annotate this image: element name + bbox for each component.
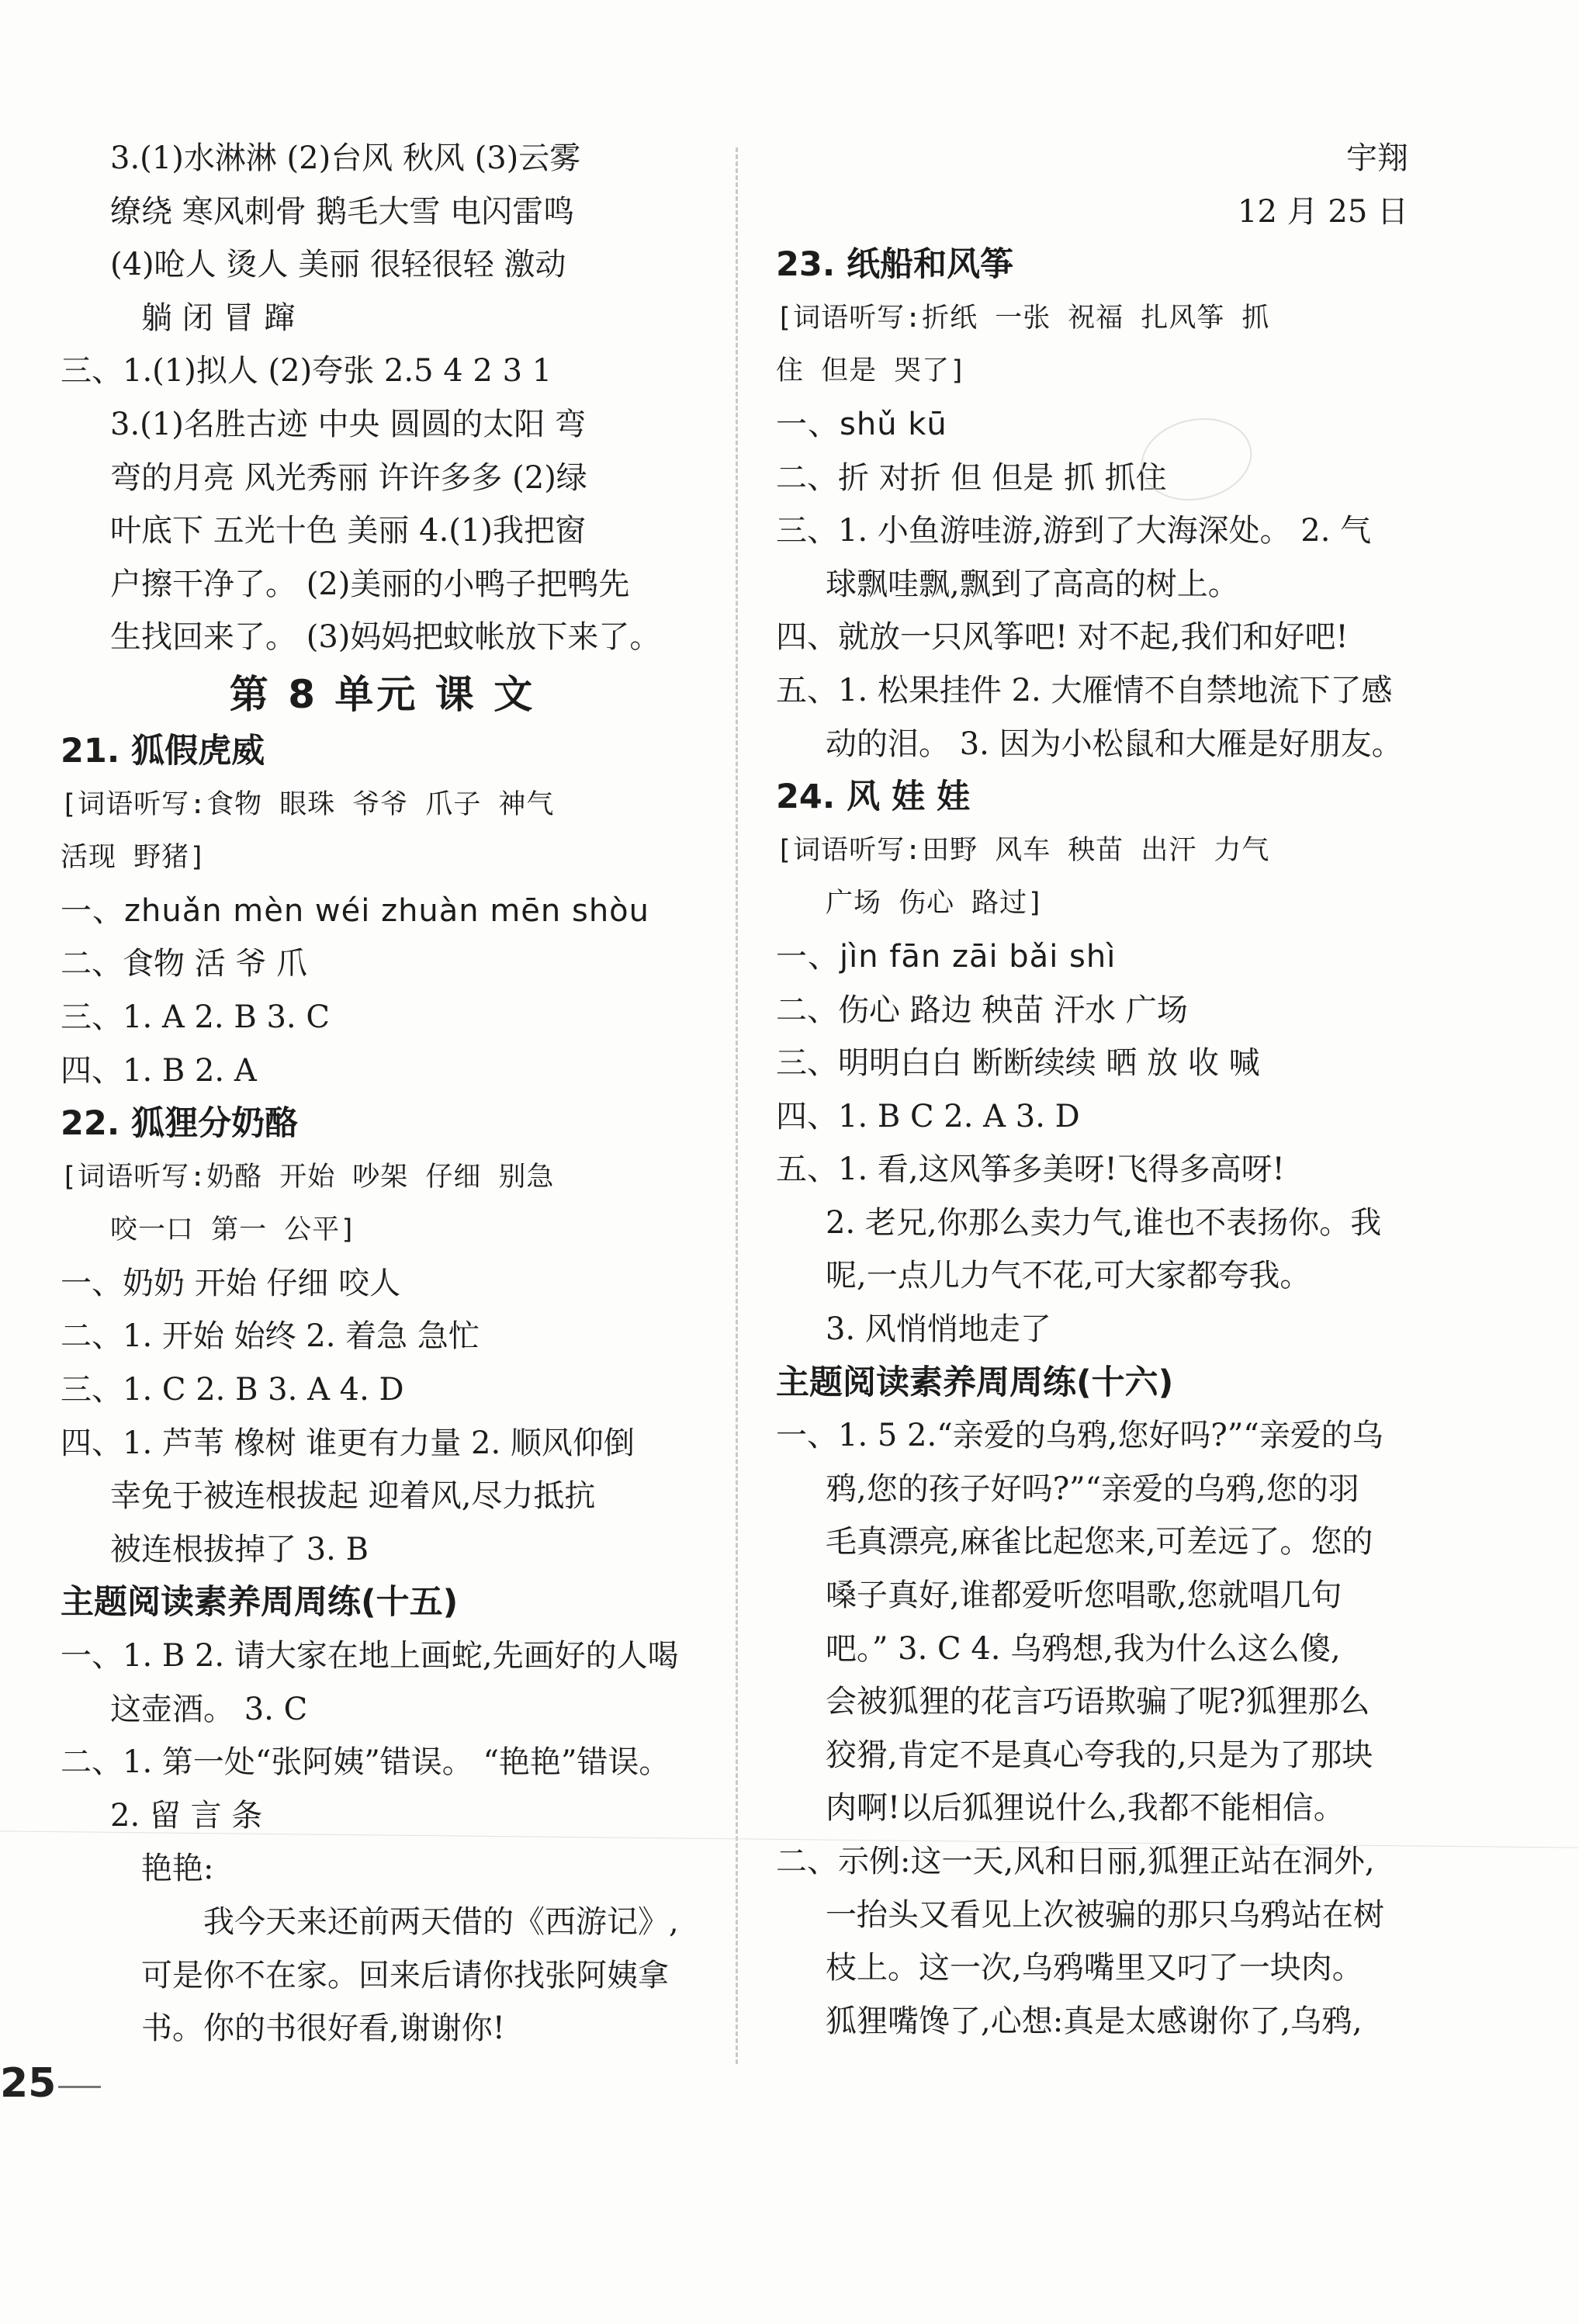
left-text-line: 22. 狐狸分奶酪 xyxy=(61,1104,299,1144)
right-text-line: 主题阅读素养周周练(十六) xyxy=(776,1363,1174,1402)
right-text-line: 毛真漂亮,麻雀比起您来,可差远了。您的 xyxy=(826,1524,1373,1560)
right-text-line: 鸦,您的孩子好吗?”“亲爱的乌鸦,您的羽 xyxy=(826,1470,1359,1507)
right-text-line: 23. 纸船和风筝 xyxy=(776,245,1014,285)
right-text-line: 一、jìn fān zāi bǎi shì xyxy=(776,938,1117,975)
right-text-line: 五、1. 看,这风筝多美呀!飞得多高呀! xyxy=(776,1152,1285,1188)
left-text-line: 书。你的书很好看,谢谢你! xyxy=(141,2011,505,2047)
left-text-line: 一、奶奶 开始 仔细 咬人 xyxy=(61,1265,401,1301)
page-number-dash xyxy=(58,2086,101,2088)
left-text-line: 第 8 单元 课 文 xyxy=(229,671,536,717)
left-text-line: [词语听写:食物 眼珠 爷爷 爪子 神气 xyxy=(61,788,555,820)
left-text-line: 2. 留 言 条 xyxy=(110,1797,263,1834)
left-text-line: 一、1. B 2. 请大家在地上画蛇,先画好的人喝 xyxy=(61,1638,679,1675)
left-text-line: 可是你不在家。回来后请你找张阿姨拿 xyxy=(141,1957,669,1993)
left-text-line: 户擦干净了。 (2)美丽的小鸭子把鸭先 xyxy=(110,566,630,602)
left-text-line: 躺 闭 冒 蹿 xyxy=(141,300,296,336)
right-text-line: 12 月 25 日 xyxy=(1238,193,1408,230)
right-text-line: 四、1. B C 2. A 3. D xyxy=(776,1098,1080,1134)
right-text-line: 狐狸嘴馋了,心想:真是太感谢你了,乌鸦, xyxy=(826,2003,1363,2039)
right-text-line: 吧。” 3. C 4. 乌鸦想,我为什么这么傻, xyxy=(826,1630,1341,1667)
left-column xyxy=(61,132,705,2056)
left-text-line: 缭绕 寒风刺骨 鹅毛大雪 电闪雷鸣 xyxy=(110,193,575,230)
left-text-line: 活现 野猪] xyxy=(61,842,207,874)
right-text-line: 一抬头又看见上次被骗的那只乌鸦站在树 xyxy=(826,1896,1384,1933)
left-text-line: 21. 狐假虎威 xyxy=(61,731,265,771)
right-column xyxy=(776,132,1416,2048)
left-text-line: 二、1. 开始 始终 2. 着急 急忙 xyxy=(61,1318,480,1355)
right-text-line: 嗓子真好,谁都爱听您唱歌,您就唱几句 xyxy=(826,1578,1342,1614)
right-text-line: 呢,一点儿力气不花,可大家都夸我。 xyxy=(826,1258,1311,1294)
right-text-line: 五、1. 松果挂件 2. 大雁情不自禁地流下了感 xyxy=(776,672,1393,708)
right-text-line: 球飘哇飘,飘到了高高的树上。 xyxy=(826,566,1239,602)
right-text-line: 3. 风悄悄地走了 xyxy=(826,1311,1051,1348)
right-text-line: 三、明明白白 断断续续 晒 放 收 喊 xyxy=(776,1045,1260,1082)
right-text-line: 肉啊!以后狐狸说什么,我都不能相信。 xyxy=(826,1790,1345,1827)
left-text-line: 3.(1)水淋淋 (2)台风 秋风 (3)云雾 xyxy=(110,140,581,176)
left-text-line: 三、1.(1)拟人 (2)夸张 2.5 4 2 3 1 xyxy=(61,353,552,390)
right-text-line: 一、shǔ kū xyxy=(776,406,947,442)
left-text-line: 这壶酒。 3. C xyxy=(110,1691,308,1727)
left-text-line: 四、1. B 2. A xyxy=(61,1052,257,1089)
left-text-line: 我今天来还前两天借的《西游记》, xyxy=(203,1904,679,1940)
left-text-line: 弯的月亮 风光秀丽 许许多多 (2)绿 xyxy=(110,459,587,496)
right-text-line: 二、示例:这一天,风和日丽,狐狸正站在洞外, xyxy=(776,1844,1375,1879)
column-divider xyxy=(736,147,738,2064)
left-text-line: [词语听写:奶酪 开始 吵架 仔细 别急 xyxy=(61,1161,555,1193)
left-text-line: 四、1. 芦苇 橡树 谁更有力量 2. 顺风仰倒 xyxy=(61,1425,635,1461)
right-text-line: [词语听写:折纸 一张 祝福 扎风筝 抓 xyxy=(776,302,1270,334)
left-text-line: 被连根拔掉了 3. B xyxy=(110,1531,369,1567)
right-text-line: 二、伤心 路边 秧苗 汗水 广场 xyxy=(776,992,1188,1028)
right-text-line: 24. 风 娃 娃 xyxy=(776,778,971,817)
left-text-line: 3.(1)名胜古迹 中央 圆圆的太阳 弯 xyxy=(110,406,586,442)
right-text-line: 三、1. 小鱼游哇游,游到了大海深处。 2. 气 xyxy=(776,513,1372,549)
right-text-line: 二、折 对折 但 但是 抓 抓住 xyxy=(776,459,1167,496)
right-text-line: 会被狐狸的花言巧语欺骗了呢?狐狸那么 xyxy=(826,1684,1370,1720)
right-text-line: 动的泪。 3. 因为小松鼠和大雁是好朋友。 xyxy=(826,726,1403,762)
right-text-line: 住 但是 哭了] xyxy=(776,355,968,387)
left-text-line: (4)呛人 烫人 美丽 很轻很轻 激动 xyxy=(110,247,566,283)
left-text-line: 幸免于被连根拔起 迎着风,尽力抵抗 xyxy=(110,1478,596,1515)
right-text-line: 广场 伤心 路过] xyxy=(826,888,1045,920)
right-text-line: 一、1. 5 2.“亲爱的乌鸦,您好吗?”“亲爱的乌 xyxy=(776,1418,1383,1454)
left-text-line: 咬一口 第一 公平] xyxy=(110,1214,358,1246)
right-text-line: 2. 老兄,你那么卖力气,谁也不表扬你。我 xyxy=(826,1204,1382,1241)
left-text-line: 生找回来了。 (3)妈妈把蚊帐放下来了。 xyxy=(110,619,661,656)
left-text-line: 一、zhuǎn mèn wéi zhuàn mēn shòu xyxy=(61,892,650,929)
left-text-line: 二、食物 活 爷 爪 xyxy=(61,946,308,982)
page-number: 25 xyxy=(0,2060,57,2107)
left-text-line: 叶底下 五光十色 美丽 4.(1)我把窗 xyxy=(110,513,586,549)
left-text-line: 艳艳: xyxy=(141,1851,214,1887)
left-text-line: 主题阅读素养周周练(十五) xyxy=(61,1583,459,1623)
left-text-line: 三、1. A 2. B 3. C xyxy=(61,999,330,1035)
left-text-line: 三、1. C 2. B 3. A 4. D xyxy=(61,1372,404,1408)
right-text-line: 狡猾,肯定不是真心夸我的,只是为了那块 xyxy=(826,1737,1373,1773)
left-text-line: 二、1. 第一处“张阿姨”错误。 “艳艳”错误。 xyxy=(61,1744,670,1781)
right-text-line: 宇翔 xyxy=(1346,140,1408,176)
right-text-line: 枝上。这一次,乌鸦嘴里又叼了一块肉。 xyxy=(826,1950,1363,1986)
right-text-line: [词语听写:田野 风车 秧苗 出汗 力气 xyxy=(776,834,1270,866)
right-text-line: 四、就放一只风筝吧! 对不起,我们和好吧! xyxy=(776,619,1349,656)
